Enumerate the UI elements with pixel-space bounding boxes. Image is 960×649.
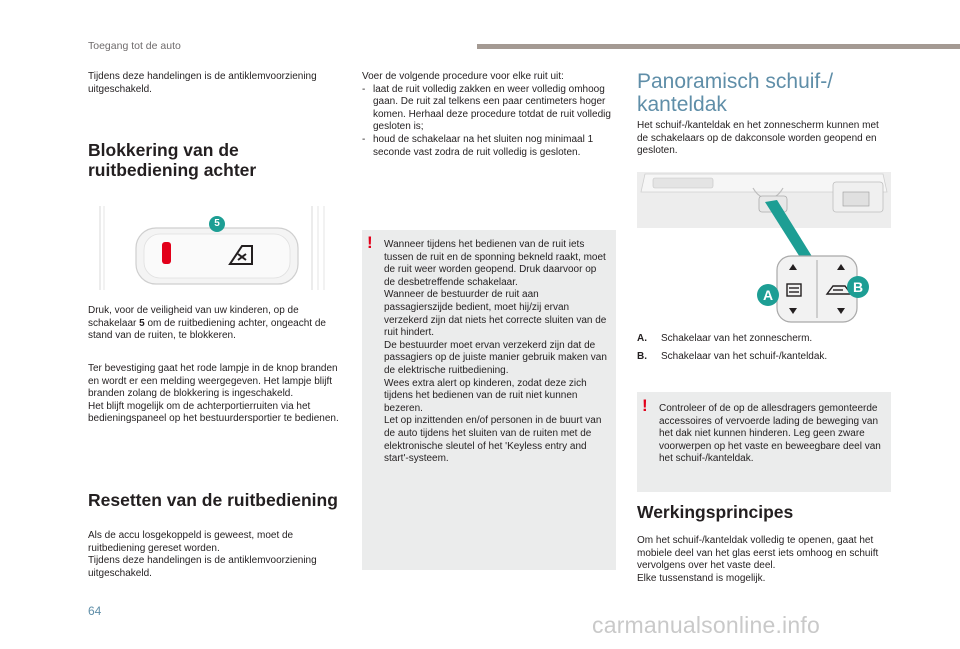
warning-text [384, 239, 610, 466]
operating-paragraph [637, 535, 891, 585]
procedure-intro: Voer de volgende procedure voor elke ruit uit: [362, 71, 564, 82]
legend-text: Schakelaar van het schuif-/kanteldak. [661, 351, 828, 362]
heading-reset [88, 490, 348, 510]
warning-icon: ! [642, 396, 648, 415]
legend-a [637, 333, 891, 344]
text-run: Druk, voor de veiligheid van uw kinderen, op de schakelaar [88, 305, 299, 329]
legend-b [637, 351, 891, 362]
legend-key: A. [637, 333, 647, 344]
col3-para1: Om het schuif-/kanteldak volledig te openen, gaat het mobiele deel van het glas eerst iets omhoog en schuift vervolgens over het vaste deel. [637, 535, 879, 572]
heading-line: kanteldak [637, 93, 727, 116]
header-bar [477, 44, 960, 49]
page-number: 64 [88, 604, 102, 618]
heading-reset-text: Resetten van de ruitbediening [88, 490, 338, 510]
callout-badge-b: B [847, 276, 869, 298]
col1-para4: Als de accu losgekoppeld is geweest, moet de ruitbediening gereset worden. [88, 530, 294, 554]
warning-paragraph: Let op inzittenden en/of personen in de buurt van de auto tijdens het sluiten van de ruiten met de elektronische sleutel of het 'Keyless entry and start'-systeem. [384, 415, 602, 465]
child-lock-paragraph [88, 305, 340, 343]
heading-operating-principles [637, 502, 891, 522]
reset-paragraph [88, 530, 340, 580]
section-header: Toegang tot de auto [88, 40, 181, 52]
text-run: om de ruitbediening achter, ongeacht de stand van de ruiten, te blokkeren. [88, 317, 326, 342]
roof-intro [637, 120, 891, 158]
warning-paragraph: Wanneer tijdens het bedienen van de ruit iets tussen de ruit en de sponning bekneld raakt, moet de ruit weer worden geopend. Druk daarvoor op de desbetreffende schakelaar. [384, 239, 606, 288]
step-text: laat de ruit volledig zakken en weer volledig omhoog gaan. De ruit zal telkens een paar centimeters hoger komen. Herhaal deze procedure totdat de ruit volledig gesloten is; [373, 83, 611, 133]
procedure-block [362, 71, 616, 159]
warning-paragraph: Wanneer de bestuurder de ruit aan passagierszijde bedient, moet hij/zij ervan verzekerd zijn dat niets het correcte sluiten van de ruit hindert. [384, 289, 607, 339]
figure-roof-console [637, 172, 891, 330]
warning-paragraph: Controleer of de op de allesdragers gemonteerde accessoires of vervoerde lading de beweging van het dak niet kunnen hinderen. Leg geen zware voorwerpen op het vaste en beweegbare deel van het schuif-/kanteldak. [659, 403, 881, 465]
procedure-steps [362, 84, 616, 160]
legend-key: B. [637, 351, 647, 362]
legend-text: Schakelaar van het zonnescherm. [661, 333, 813, 344]
roof-intro-text: Het schuif-/kanteldak en het zonnescherm kunnen met de schakelaars op de dakconsole worden geopend en gesloten. [637, 120, 879, 157]
figure-child-lock-switch [88, 202, 336, 294]
roof-console-illustration [637, 172, 891, 330]
heading-text: Werkingsprincipes [637, 502, 794, 522]
warning-text [659, 403, 885, 466]
callout-badge-a: A [757, 284, 779, 306]
heading-line: Panoramisch schuif-/ [637, 70, 834, 93]
col3-para2: Elke tussenstand is mogelijk. [637, 572, 766, 584]
callout-badge-5: 5 [209, 216, 225, 232]
warning-icon: ! [367, 233, 373, 252]
watermark: carmanualsonline.info [592, 612, 820, 638]
col1-intro: Tijdens deze handelingen is de antiklemvoorziening uitgeschakeld. [88, 71, 317, 95]
intro-text [88, 71, 340, 96]
switch-number: 5 [139, 317, 145, 329]
warning-paragraph: Wees extra alert op kinderen, zodat deze zich tijdens het bedienen van de ruit niet kunnen bezeren. [384, 377, 587, 414]
list-dash: - [362, 83, 366, 95]
confirmation-paragraph [88, 363, 340, 426]
list-item [362, 84, 616, 134]
col1-para5: Tijdens deze handelingen is de antiklemvoorziening uitgeschakeld. [88, 555, 317, 579]
heading-line: Blokkering van de [88, 140, 239, 160]
heading-panoramic-roof [637, 70, 897, 116]
heading-rear-window-lock [88, 140, 348, 180]
list-item [362, 134, 616, 159]
col1-para3: Het blijft mogelijk om de achterportierruiten via het bedieningspaneel op het bestuurdersportier te bedienen. [88, 400, 339, 425]
warning-box-roof [637, 392, 891, 492]
col1-para2: Ter bevestiging gaat het rode lampje in de knop branden en wordt er een melding weergegeven. Het lampje blijft branden zolang de blokkering is ingeschakeld. [88, 363, 338, 400]
col1-para1 [88, 305, 340, 343]
heading-line: ruitbediening achter [88, 160, 257, 180]
list-dash: - [362, 133, 366, 145]
step-text: houd de schakelaar na het sluiten nog minimaal 1 seconde vast zodra de ruit volledig is gesloten. [373, 133, 594, 158]
warning-paragraph: De bestuurder moet ervan verzekerd zijn dat de passagiers op de juiste manier gebruik maken van de elektrische ruitbediening. [384, 339, 607, 376]
child-lock-switch-illustration [88, 202, 336, 294]
warning-box-windows [362, 230, 616, 570]
